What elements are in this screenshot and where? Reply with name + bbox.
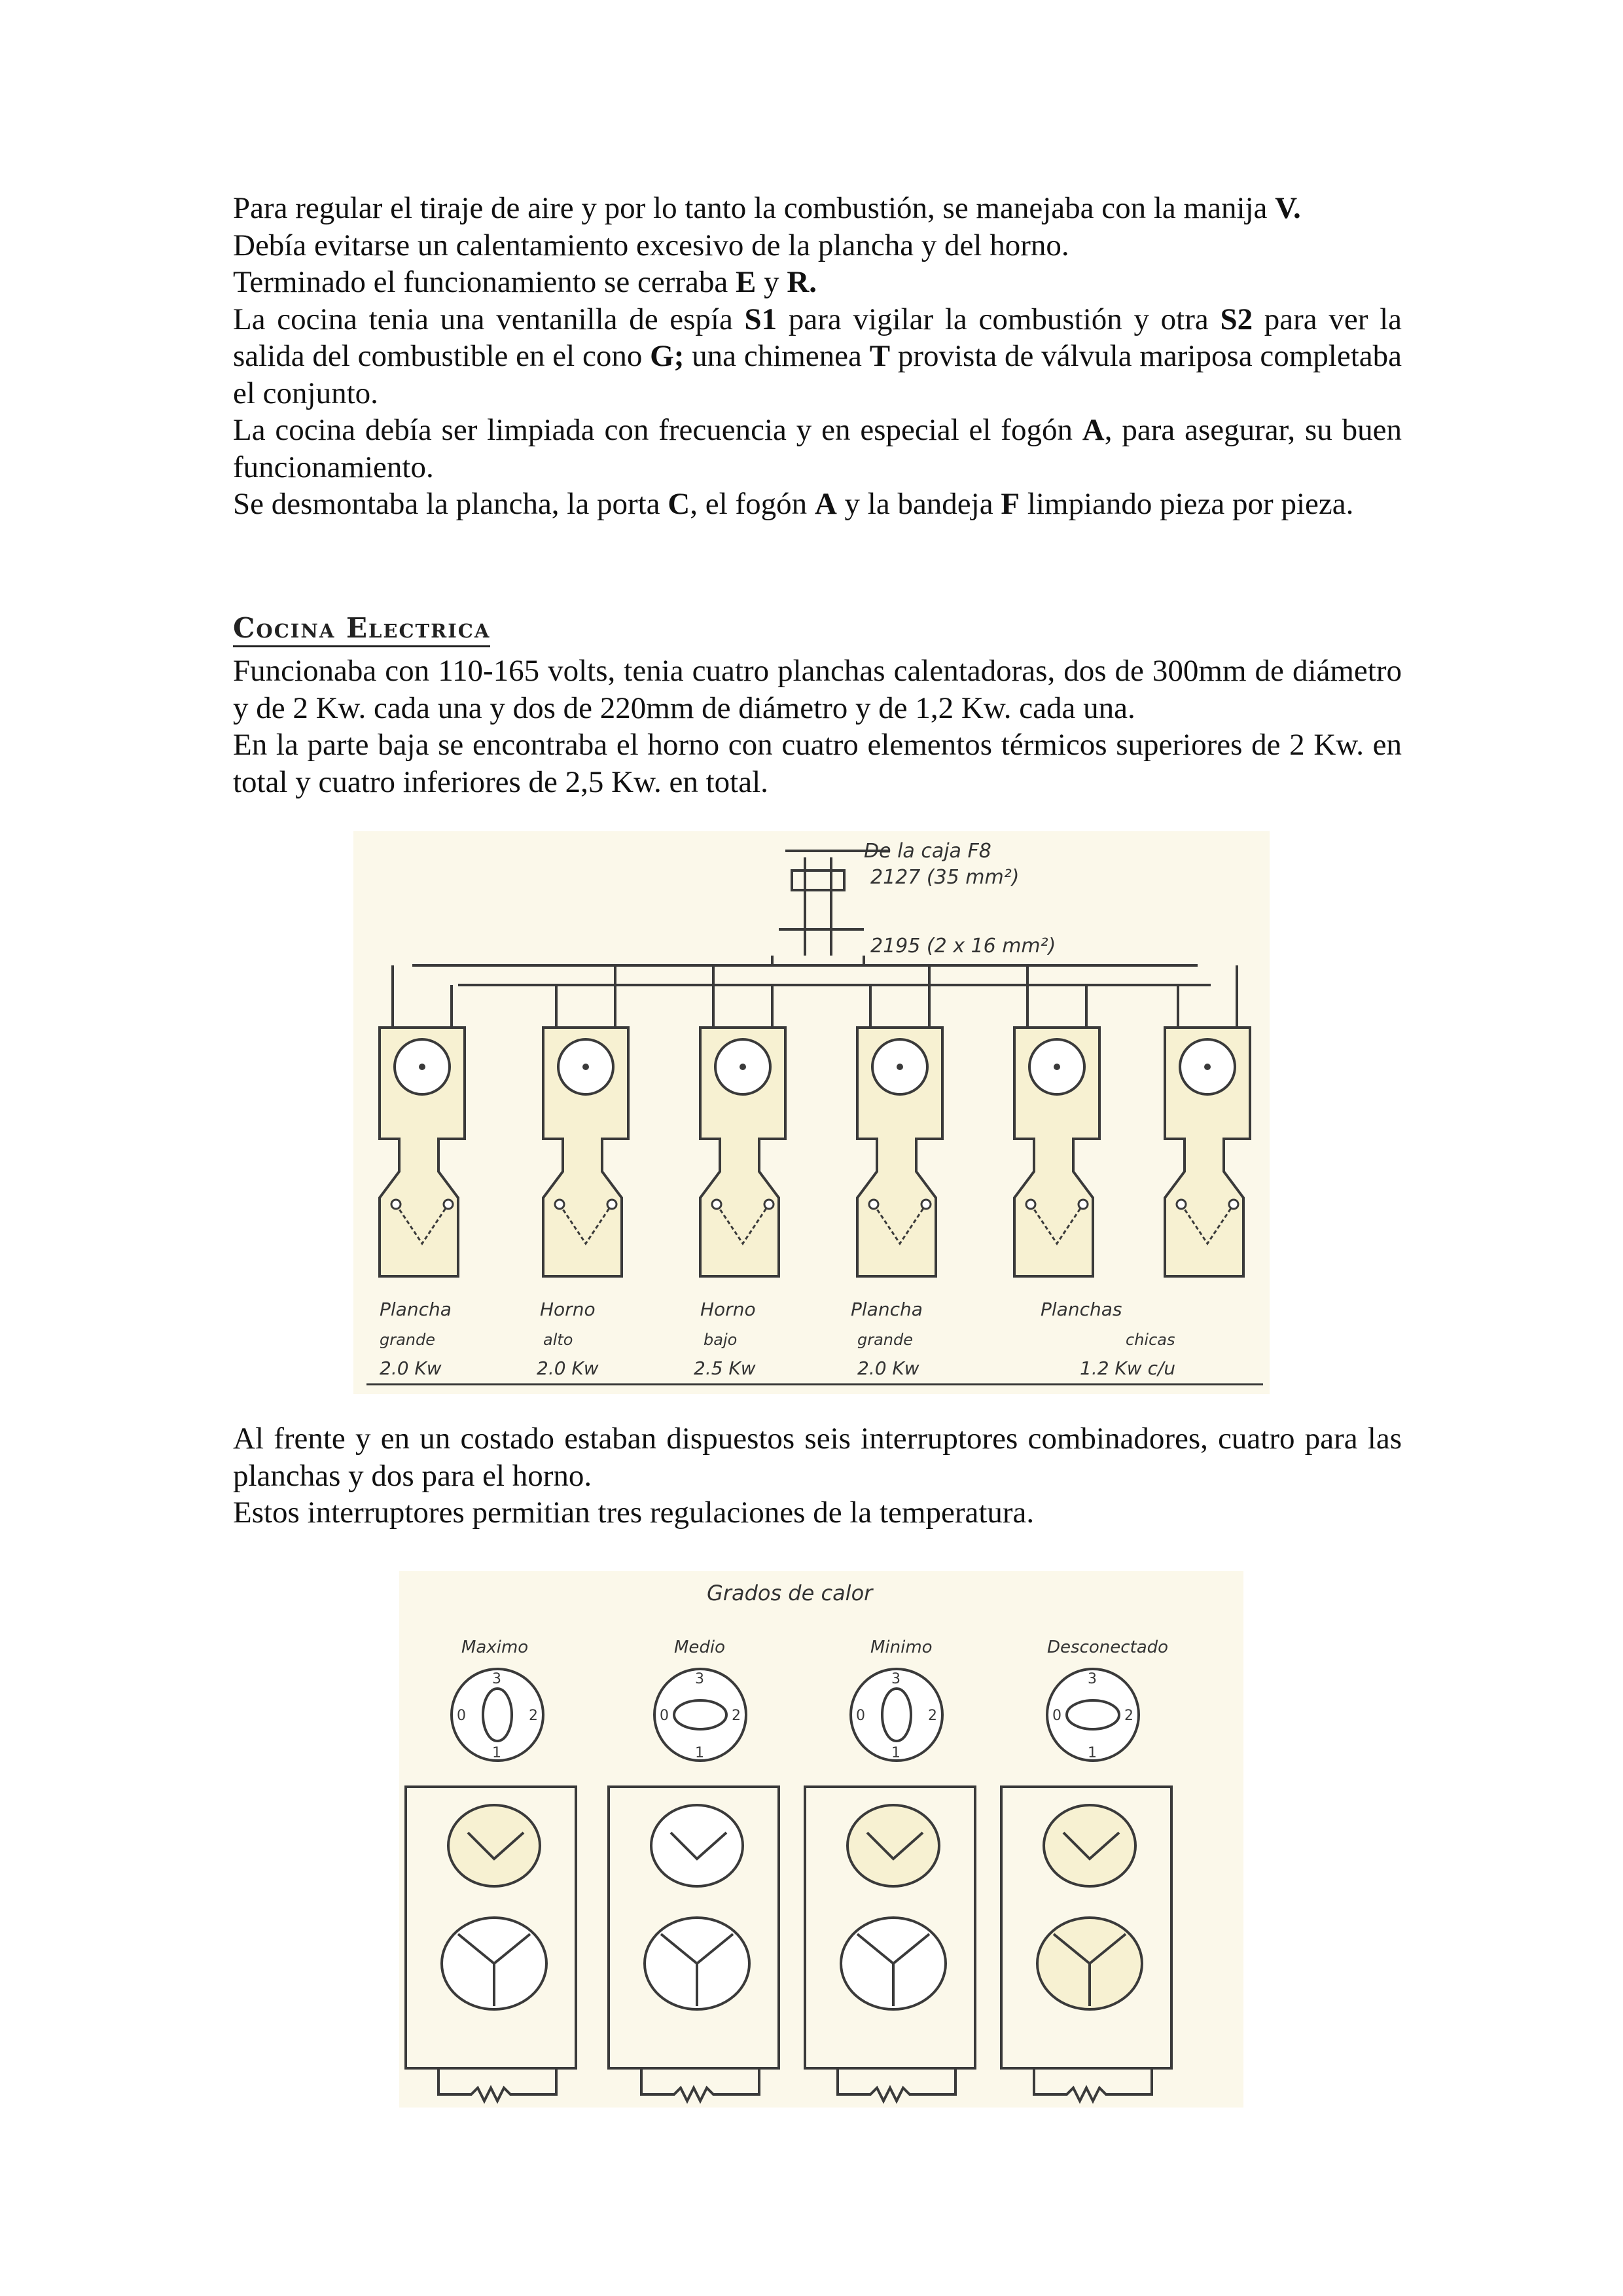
wiring-diagram <box>353 831 1270 1394</box>
cable2-label: 2195 (2 x 16 mm²) <box>870 935 1056 958</box>
unit-2-sub: alto <box>543 1331 573 1349</box>
intro-paragraph-2: Debía evitarse un calentamiento excesivo de la plancha y del horno. <box>233 228 1069 262</box>
svg-text:0: 0 <box>660 1708 669 1724</box>
position-desconectado: Desconectado <box>1047 1638 1169 1657</box>
intro-paragraph-4: La cocina tenia una ventanilla de espía S1 para vigilar la combustión y otra S2 para ver la salida del combustible en el cono G; una chimenea T provista de válvula mariposa completaba el conjunto. <box>233 302 1402 410</box>
intro-paragraph-1: Para regular el tiraje de aire y por lo tanto la combustión, se manejaba con la manija V. <box>233 191 1301 225</box>
supply-label: De la caja F8 <box>864 840 991 863</box>
unit-4-name: Plancha <box>851 1299 923 1320</box>
cable1-label: 2127 (35 mm²) <box>870 866 1020 889</box>
unit-1-power: 2.0 Kw <box>380 1357 442 1379</box>
position-maximo: Maximo <box>461 1638 529 1657</box>
svg-text:3: 3 <box>695 1671 704 1687</box>
svg-text:1: 1 <box>695 1745 704 1761</box>
svg-text:1: 1 <box>891 1745 901 1761</box>
svg-text:1: 1 <box>492 1745 501 1761</box>
unit-2-name: Horno <box>540 1299 596 1320</box>
intro-text <box>233 190 1402 523</box>
unit-4-sub: grande <box>857 1331 914 1349</box>
unit-1-name: Plancha <box>380 1299 452 1320</box>
section-paragraph-2: En la parte baja se encontraba el horno con cuatro elementos térmicos superiores de 2 Kw. en total y cuatro inferiores de 2,5 Kw. en total. <box>233 728 1402 799</box>
section-paragraph-1: Funcionaba con 110-165 volts, tenia cuatro planchas calentadoras, dos de 300mm de diámetro y de 2 Kw. cada una y dos de 220mm de diámetro y de 1,2 Kw. cada una. <box>233 654 1402 725</box>
svg-text:0: 0 <box>856 1708 865 1724</box>
switch-diagram <box>399 1571 1243 2108</box>
intro-paragraph-5: La cocina debía ser limpiada con frecuencia y en especial el fogón A, para asegurar, su buen funcionamiento. <box>233 413 1402 484</box>
svg-text:2: 2 <box>732 1708 741 1724</box>
unit-3-name: Horno <box>700 1299 756 1320</box>
intro-paragraph-3: Terminado el funcionamiento se cerraba E y R. <box>233 265 817 299</box>
svg-text:3: 3 <box>891 1671 901 1687</box>
unit-1-sub: grande <box>380 1331 436 1349</box>
section-heading: Cocina Electrica <box>233 612 490 644</box>
svg-text:2: 2 <box>529 1708 538 1724</box>
svg-text:0: 0 <box>457 1708 466 1724</box>
unit-3-power: 2.5 Kw <box>694 1357 756 1379</box>
svg-text:3: 3 <box>492 1671 501 1687</box>
svg-text:1: 1 <box>1088 1745 1097 1761</box>
unit-5-name: Planchas <box>1041 1299 1122 1320</box>
svg-text:2: 2 <box>928 1708 937 1724</box>
unit-5-power: 1.2 Kw c/u <box>1080 1357 1176 1379</box>
unit-3-sub: bajo <box>704 1331 738 1349</box>
intro-paragraph-6: Se desmontaba la plancha, la porta C, el fogón A y la bandeja F limpiando pieza por pieza. <box>233 487 1354 521</box>
svg-text:2: 2 <box>1124 1708 1133 1724</box>
unit-4-power: 2.0 Kw <box>857 1357 919 1379</box>
after-text <box>233 1420 1402 1532</box>
position-minimo: Minimo <box>870 1638 933 1657</box>
after-paragraph-2: Estos interruptores permitian tres regulaciones de la temperatura. <box>233 1496 1035 1530</box>
after-paragraph-1: Al frente y en un costado estaban dispuestos seis interruptores combinadores, cuatro para las planchas y dos para el horno. <box>233 1422 1402 1493</box>
position-medio: Medio <box>674 1638 726 1657</box>
svg-text:3: 3 <box>1088 1671 1097 1687</box>
switch-diagram-title: Grados de calor <box>707 1581 873 1605</box>
section-text <box>233 653 1402 800</box>
unit-5-sub: chicas <box>1126 1331 1175 1349</box>
svg-text:0: 0 <box>1052 1708 1061 1724</box>
unit-2-power: 2.0 Kw <box>537 1357 599 1379</box>
